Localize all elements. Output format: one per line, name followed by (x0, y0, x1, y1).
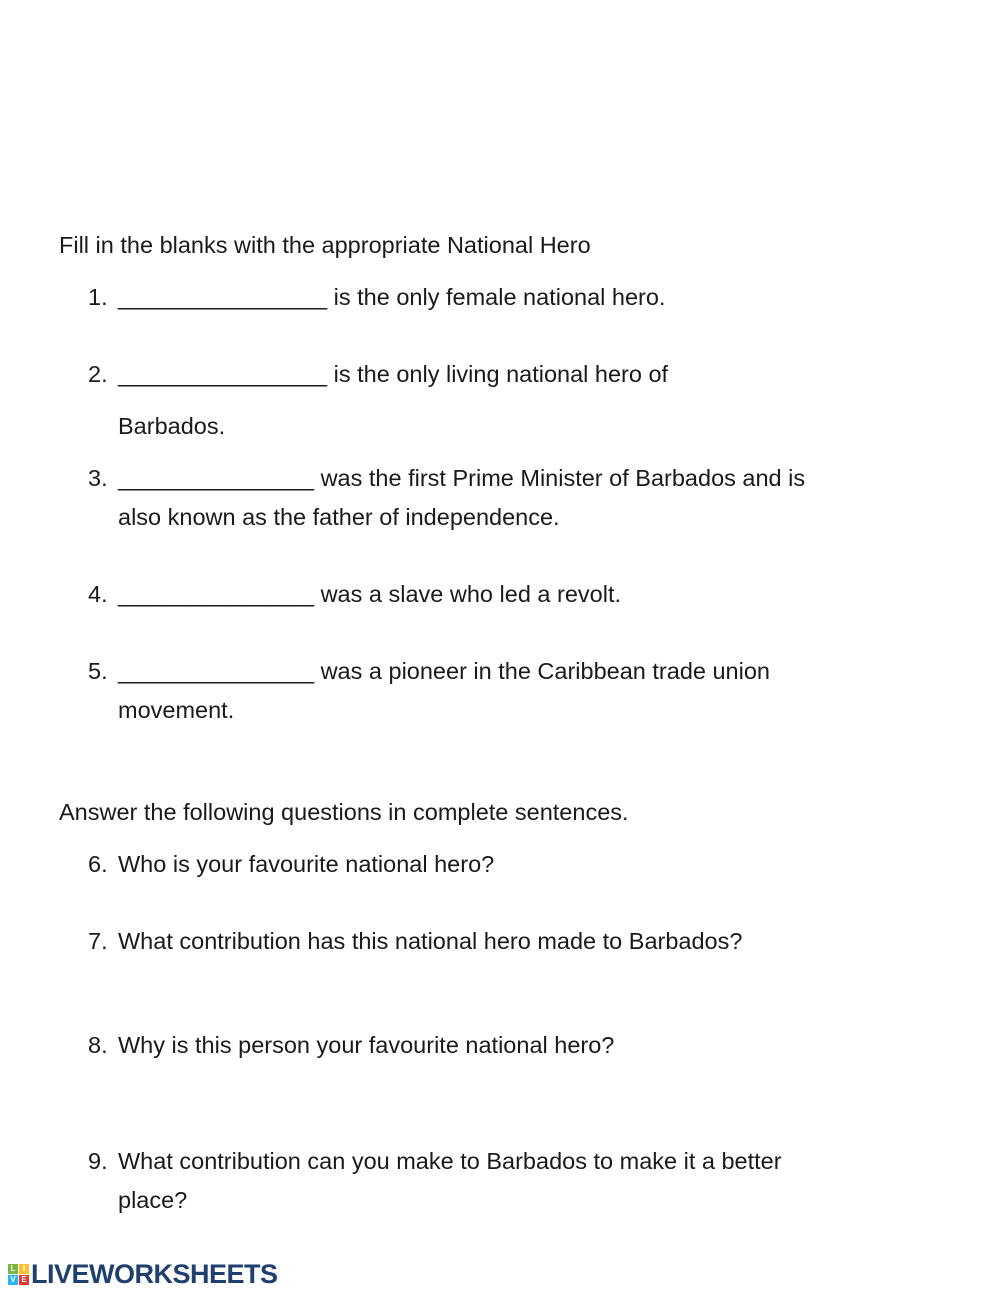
logo-tile: I (19, 1264, 29, 1274)
item-text-continued: movement. (118, 697, 235, 723)
logo-tile: E (19, 1275, 29, 1285)
section2-heading: Answer the following questions in complete sentences. (59, 799, 629, 825)
item-text: is the only living national hero of (327, 361, 669, 387)
item-number: 3. (88, 465, 108, 491)
question-9: What contribution can you make to Barbados to make it a better (118, 1148, 782, 1174)
item-text: was the first Prime Minister of Barbados and is (314, 465, 806, 491)
answer-blank[interactable]: _______________ (118, 465, 315, 491)
item-number: 5. (88, 658, 108, 684)
item-number: 7. (88, 928, 108, 954)
fill-blank-item-2 (118, 359, 668, 389)
liveworksheets-logo (8, 1259, 278, 1290)
question-6: Who is your favourite national hero? (118, 851, 495, 877)
fill-blank-item-3 (118, 463, 805, 493)
fill-blank-item-5 (118, 656, 770, 686)
item-text-continued: Barbados. (118, 413, 226, 439)
item-number: 6. (88, 851, 108, 877)
item-text: is the only female national hero. (327, 284, 666, 310)
fill-blank-item-1 (118, 282, 665, 312)
item-text-continued: place? (118, 1187, 188, 1213)
item-number: 1. (88, 284, 108, 310)
logo-text: LIVEWORKSHEETS (31, 1259, 278, 1289)
item-text-continued: also known as the father of independence. (118, 504, 560, 530)
item-number: 4. (88, 581, 108, 607)
answer-blank[interactable]: ________________ (118, 284, 328, 310)
section1-heading: Fill in the blanks with the appropriate National Hero (59, 232, 591, 258)
item-text: was a pioneer in the Caribbean trade union (314, 658, 770, 684)
logo-tile: V (8, 1275, 18, 1285)
item-text: was a slave who led a revolt. (314, 581, 622, 607)
item-number: 9. (88, 1148, 108, 1174)
answer-blank[interactable]: _______________ (118, 581, 315, 607)
answer-blank[interactable]: ________________ (118, 361, 328, 387)
fill-blank-item-4 (118, 579, 621, 609)
question-8: Why is this person your favourite national hero? (118, 1032, 615, 1058)
question-7: What contribution has this national hero made to Barbados? (118, 928, 743, 954)
item-number: 2. (88, 361, 108, 387)
logo-tile: L (8, 1264, 18, 1274)
item-number: 8. (88, 1032, 108, 1058)
logo-tiles-icon (8, 1264, 29, 1285)
answer-blank[interactable]: _______________ (118, 658, 315, 684)
